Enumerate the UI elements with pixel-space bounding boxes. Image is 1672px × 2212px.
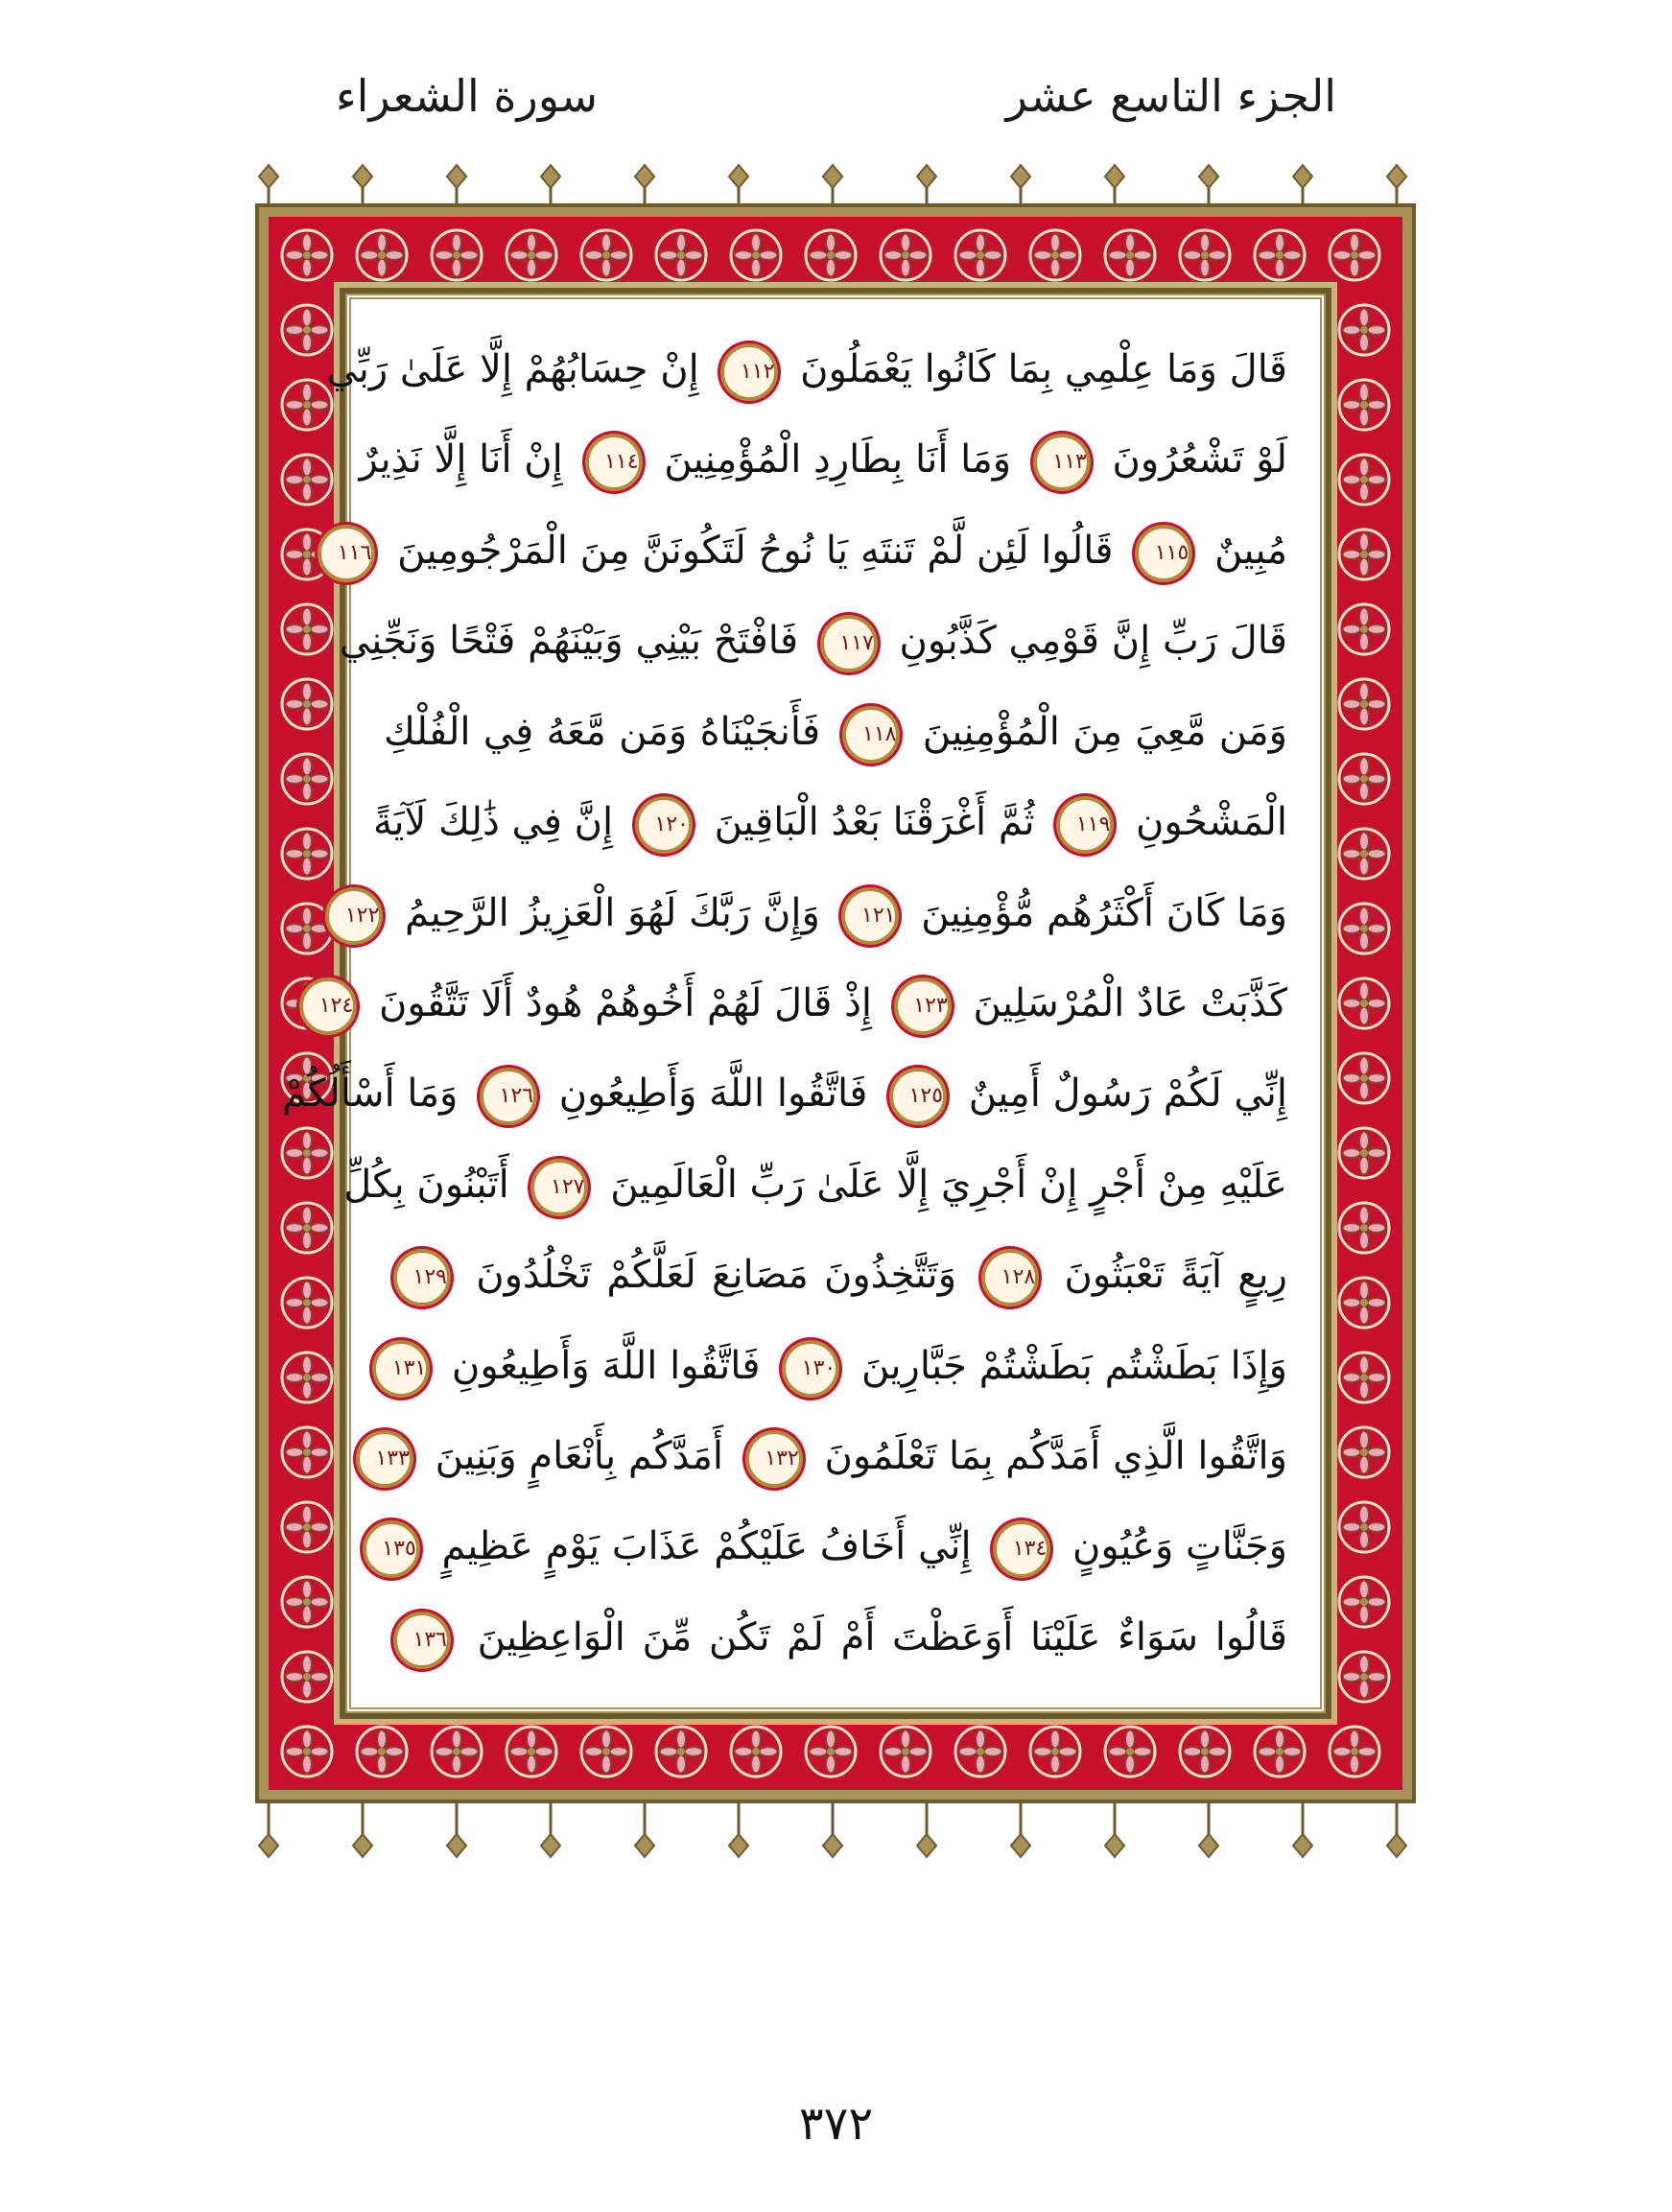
finial-ornament — [259, 1803, 278, 1857]
frame-flower-motif — [282, 754, 332, 804]
frame-flower-motif — [282, 1727, 332, 1777]
finial-ornament — [541, 1803, 560, 1857]
frame-flower-motif — [282, 230, 332, 280]
verse-text: فَافْتَحْ بَيْنِي وَبَيْنَهُمْ فَتْحًا وَنَجِّنِي — [339, 619, 799, 664]
verse-text: إِنِّي أَخَافُ عَلَيْكُمْ عَذَابَ يَوْمٍ عَظِيمٍ — [441, 1524, 972, 1569]
frame-flower-motif — [282, 1652, 332, 1702]
finial-ornament — [447, 1803, 466, 1857]
frame-flower-motif — [1339, 829, 1389, 879]
ayah-number-marker: ١٢٧ — [530, 1159, 588, 1216]
ayah-number-marker: ١١٥ — [1135, 525, 1192, 582]
frame-flower-motif — [432, 230, 482, 280]
verse-line — [375, 1415, 1287, 1497]
frame-flower-motif — [1030, 1727, 1080, 1777]
verse-line — [372, 781, 1287, 863]
page-number: ٣٧٢ — [798, 2097, 874, 2151]
verse-text: وَمَا كَانَ أَكْثَرُهُم مُّؤْمِنِينَ — [921, 890, 1287, 935]
frame-flower-motif — [1105, 230, 1155, 280]
ayah-number-marker: ١٣٠ — [782, 1340, 839, 1398]
verse-line — [384, 1325, 1287, 1407]
frame-flower-motif — [1339, 604, 1389, 654]
verse-line — [318, 962, 1287, 1045]
frame-flower-motif — [282, 604, 332, 654]
frame-flower-motif — [282, 1577, 332, 1627]
frame-flower-motif — [656, 1727, 706, 1777]
frame-flower-motif — [1339, 1353, 1389, 1402]
frame-flower-motif — [282, 380, 332, 430]
verse-text: عَلَيْهِ مِنْ أَجْرٍ إِنْ أَجْرِيَ إِلَّا عَلَىٰ رَبِّ الْعَالَمِينَ — [610, 1162, 1287, 1207]
verse-text: إِذْ قَالَ لَهُمْ أَخُوهُمْ هُودٌ أَلَا تَتَّقُونَ — [379, 980, 873, 1025]
verse-text: قَالُوا لَئِن لَّمْ تَنتَهِ يَا نُوحُ لَتَكُونَنَّ مِنَ الْمَرْجُومِينَ — [397, 528, 1114, 573]
finial-ornament — [635, 1803, 654, 1857]
frame-flower-motif — [731, 1727, 781, 1777]
ayah-number-marker: ١٣٤ — [993, 1520, 1050, 1578]
verse-text: رِيعٍ آيَةً تَعْبَثُونَ — [1064, 1253, 1287, 1298]
frame-flower-motif — [1339, 1128, 1389, 1178]
frame-flower-motif — [1339, 1203, 1389, 1253]
ayah-number-marker: ١١٨ — [842, 706, 900, 764]
juz-title: الجزء التاسع عشر — [1005, 70, 1336, 122]
verse-text: أَمَدَّكُم بِأَنْعَامٍ وَبَنِينَ — [435, 1434, 724, 1479]
frame-flower-motif — [282, 1128, 332, 1178]
verse-line — [384, 1505, 1287, 1588]
ayah-number-marker: ١١٤ — [585, 434, 643, 491]
finial-ornament — [729, 1803, 748, 1857]
frame-flower-motif — [731, 230, 781, 280]
frame-flower-motif — [432, 1727, 482, 1777]
verse-line — [384, 1596, 1287, 1679]
ayah-number-marker: ١١٣ — [1033, 434, 1091, 491]
frame-flower-motif — [357, 230, 407, 280]
verse-text: قَالَ وَمَا عِلْمِي بِمَا كَانُوا يَعْمَلُونَ — [800, 347, 1287, 391]
verse-text: الْمَشْحُونِ — [1136, 800, 1287, 845]
verse-text: فَأَنجَيْنَاهُ وَمَن مَّعَهُ فِي الْفُلْكِ — [384, 709, 821, 754]
text-panel — [281, 294, 1326, 1713]
ayah-number-marker: ١٢٦ — [480, 1068, 537, 1125]
frame-flower-motif — [1339, 305, 1389, 355]
verse-text: إِنَّ فِي ذَٰلِكَ لَآيَةً — [372, 800, 614, 845]
frame-flower-motif — [1339, 754, 1389, 804]
verse-text: وَمَا أَسْأَلُكُمْ — [281, 1071, 459, 1117]
surah-title: سورة الشعراء — [336, 70, 599, 122]
frame-flower-motif — [1180, 230, 1230, 280]
frame-flower-motif — [282, 1427, 332, 1477]
ayah-number-marker: ١٢٤ — [299, 977, 357, 1035]
finial-ornament — [1293, 1803, 1312, 1857]
frame-flower-motif — [282, 1502, 332, 1552]
ayah-number-marker: ١١٦ — [318, 525, 375, 582]
verse-text: لَوْ تَشْعُرُونَ — [1112, 437, 1287, 482]
frame-flower-motif — [282, 1353, 332, 1402]
bottom-finials-ornament — [249, 1803, 1422, 1861]
finial-ornament — [353, 1803, 372, 1857]
frame-flower-motif — [282, 1278, 332, 1328]
verse-text: فَاتَّقُوا اللَّهَ وَأَطِيعُونِ — [558, 1071, 868, 1117]
frame-flower-motif — [581, 230, 631, 280]
verse-line — [359, 418, 1287, 501]
ayah-number-marker: ١١٢ — [720, 343, 778, 401]
frame-flower-motif — [1339, 978, 1389, 1028]
ayah-number-marker: ١٣٢ — [745, 1430, 803, 1488]
frame-flower-motif — [282, 305, 332, 355]
frame-flower-motif — [282, 679, 332, 729]
frame-flower-motif — [357, 1727, 407, 1777]
frame-flower-motif — [881, 230, 930, 280]
frame-flower-motif — [1339, 1278, 1389, 1328]
frame-flower-motif — [506, 230, 556, 280]
ayah-number-marker: ١٢٢ — [325, 887, 383, 945]
verse-line — [337, 509, 1287, 592]
verse-text: وَجَنَّاتٍ وَعُيُونٍ — [1072, 1524, 1287, 1569]
verse-text: ثُمَّ أَغْرَقْنَا بَعْدُ الْبَاقِينَ — [714, 800, 1035, 845]
frame-flower-motif — [1339, 529, 1389, 579]
frame-flower-motif — [1255, 1727, 1305, 1777]
ayah-number-marker: ١٢١ — [841, 887, 899, 945]
verse-text: قَالَ رَبِّ إِنَّ قَوْمِي كَذَّبُونِ — [899, 619, 1287, 664]
frame-flower-motif — [1339, 679, 1389, 729]
frame-flower-motif — [1330, 1727, 1379, 1777]
ayah-number-marker: ١٢٠ — [635, 796, 693, 854]
verse-text: إِنْ أَنَا إِلَّا نَذِيرٌ — [359, 437, 563, 482]
frame-flower-motif — [581, 1727, 631, 1777]
verse-text: إِنِّي لَكُمْ رَسُولٌ أَمِينٌ — [968, 1071, 1287, 1117]
frame-flower-motif — [955, 1727, 1005, 1777]
frame-flower-motif — [806, 230, 856, 280]
ayah-number-marker: ١٣٣ — [356, 1430, 413, 1488]
frame-flower-motif — [955, 230, 1005, 280]
verse-lines — [281, 328, 1287, 1679]
finial-ornament — [1199, 1803, 1218, 1857]
frame-flower-motif — [881, 1727, 930, 1777]
frame-flower-motif — [1339, 1577, 1389, 1627]
verse-line — [339, 600, 1287, 682]
frame-flower-motif — [1339, 1652, 1389, 1702]
ayah-number-marker: ١٢٩ — [393, 1249, 451, 1306]
ornamental-frame — [259, 207, 1412, 1800]
frame-flower-motif — [1339, 1427, 1389, 1477]
verse-text: أَتَبْنُونَ بِكُلِّ — [343, 1162, 509, 1207]
verse-text: مُبِينٌ — [1213, 528, 1287, 573]
verse-text: وَتَتَّخِذُونَ مَصَانِعَ لَعَلَّكُمْ تَخْلُدُونَ — [476, 1253, 957, 1298]
finial-ornament — [1011, 1803, 1030, 1857]
frame-flower-motif — [1339, 455, 1389, 505]
frame-flower-motif — [806, 1727, 856, 1777]
verse-line — [281, 1052, 1287, 1135]
verse-line — [344, 872, 1287, 954]
frame-flower-motif — [1339, 380, 1389, 430]
verse-text: وَمَا أَنَا بِطَارِدِ الْمُؤْمِنِينَ — [664, 437, 1012, 482]
frame-flower-motif — [282, 455, 332, 505]
frame-flower-motif — [1180, 1727, 1230, 1777]
verse-text: إِنْ حِسَابُهُمْ إِلَّا عَلَىٰ رَبِّي — [326, 347, 699, 391]
ayah-number-marker: ١٣٦ — [393, 1612, 451, 1669]
ayah-number-marker: ١٢٨ — [981, 1249, 1039, 1306]
ayah-number-marker: ١٣١ — [372, 1340, 430, 1398]
frame-flower-motif — [1339, 1053, 1389, 1103]
verse-text: كَذَّبَتْ عَادٌ الْمُرْسَلِينَ — [973, 980, 1287, 1025]
frame-flower-motif — [1330, 230, 1379, 280]
frame-flower-motif — [656, 230, 706, 280]
finial-ornament — [1387, 1803, 1406, 1857]
verse-text: وَإِنَّ رَبَّكَ لَهُوَ الْعَزِيزُ الرَّحِيمُ — [404, 890, 820, 935]
frame-flower-motif — [506, 1727, 556, 1777]
verse-line — [384, 691, 1287, 773]
verse-text: قَالُوا سَوَاءٌ عَلَيْنَا أَوَعَظْتَ أَمْ لَمْ تَكُن مِّنَ الْوَاعِظِينَ — [477, 1614, 1287, 1659]
finial-ornament — [823, 1803, 842, 1857]
verse-text: فَاتَّقُوا اللَّهَ وَأَطِيعُونِ — [451, 1343, 761, 1388]
finial-ornament — [1105, 1803, 1124, 1857]
ayah-number-marker: ١١٧ — [820, 615, 878, 672]
verse-line — [384, 1234, 1287, 1316]
finial-ornament — [917, 1803, 936, 1857]
frame-flower-motif — [1339, 1502, 1389, 1552]
frame-flower-motif — [1255, 230, 1305, 280]
ayah-number-marker: ١٢٥ — [889, 1068, 947, 1125]
frame-flower-motif — [1030, 230, 1080, 280]
ayah-number-marker: ١٣٥ — [363, 1520, 420, 1578]
frame-flower-motif — [282, 1203, 332, 1253]
ayah-number-marker: ١٢٣ — [894, 977, 952, 1035]
ayah-number-marker: ١١٩ — [1056, 796, 1114, 854]
verse-text: وَإِذَا بَطَشْتُم بَطَشْتُمْ جَبَّارِينَ — [860, 1343, 1287, 1388]
verse-text: وَمَن مَّعِيَ مِنَ الْمُؤْمِنِينَ — [922, 709, 1287, 754]
verse-line — [326, 328, 1287, 411]
frame-flower-motif — [1105, 1727, 1155, 1777]
frame-flower-motif — [1339, 904, 1389, 953]
verse-text: وَاتَّقُوا الَّذِي أَمَدَّكُم بِمَا تَعْلَمُونَ — [824, 1434, 1287, 1479]
verse-line — [343, 1143, 1287, 1226]
